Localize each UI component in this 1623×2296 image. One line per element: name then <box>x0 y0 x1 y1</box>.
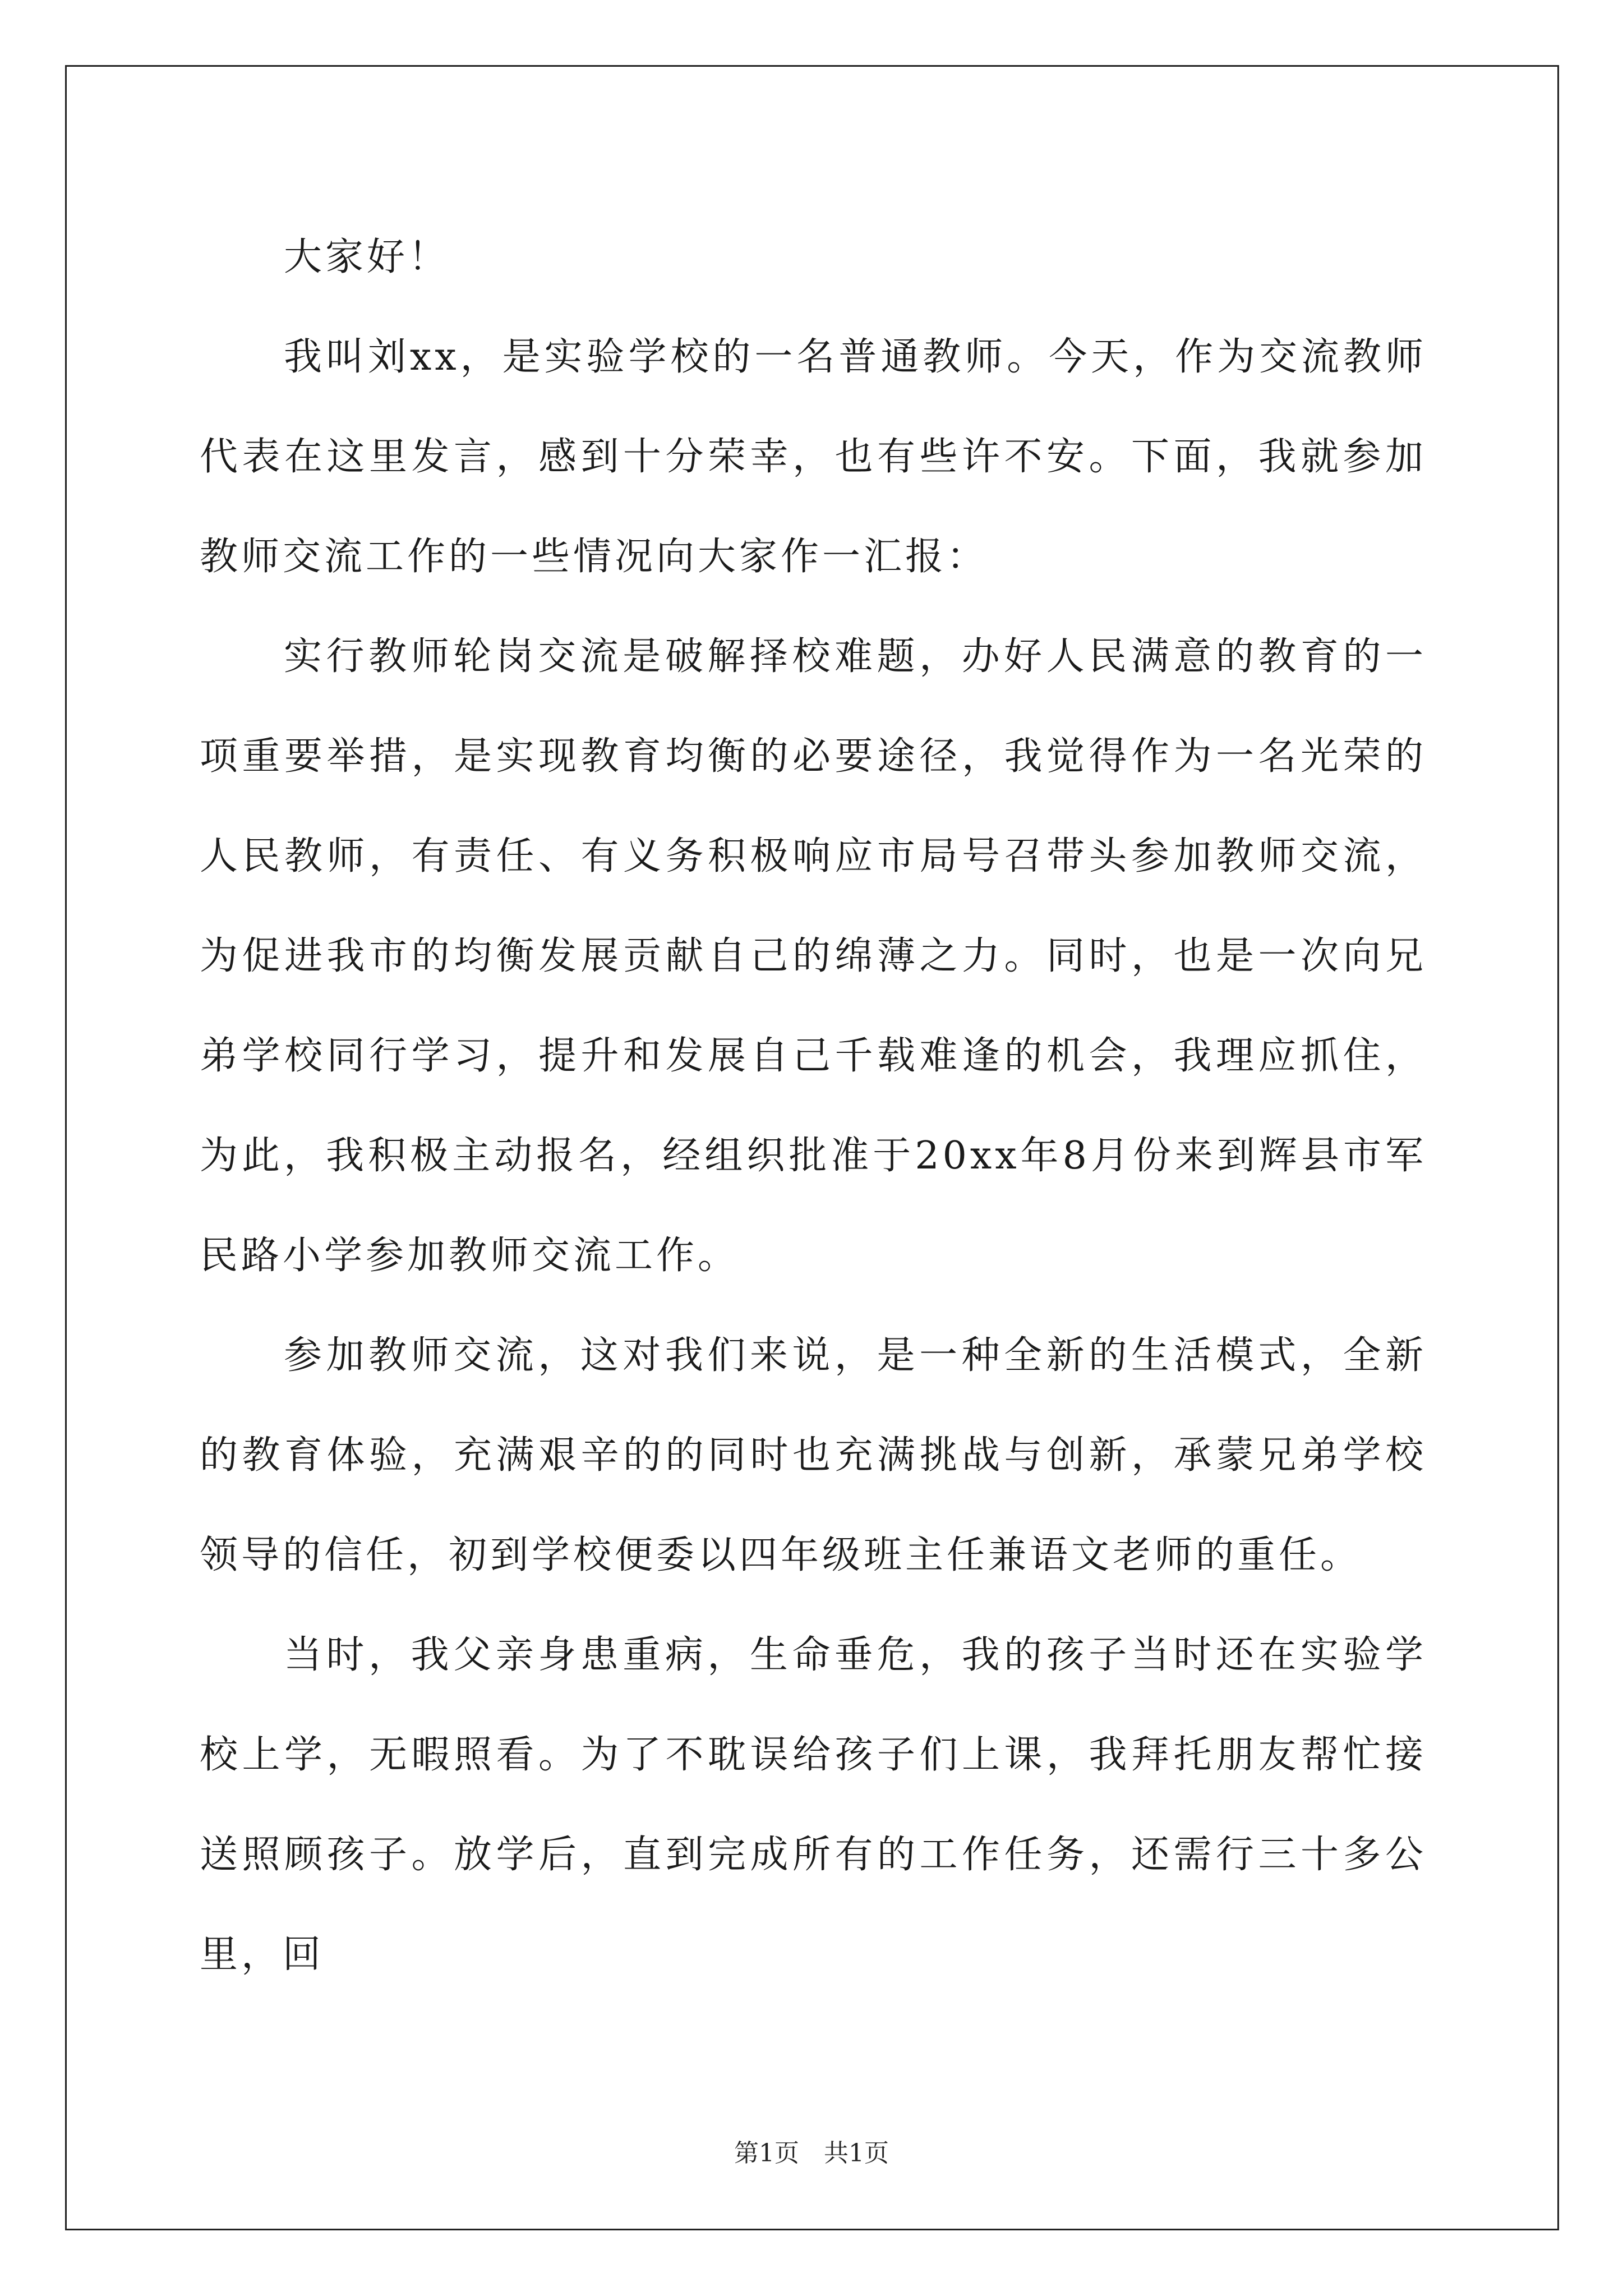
greeting: 大家好！ <box>284 235 450 279</box>
paragraph-1: 我叫刘xx，是实验学校的一名普通教师。今天，作为交流教师代表在这里发言，感到十分荣幸，也有些许不安。下面，我就参加教师交流工作的一些情况向大家作一汇报： <box>200 335 1427 579</box>
paragraph-2: 实行教师轮岗交流是破解择校难题，办好人民满意的教育的一项重要举措，是实现教育均衡的必要途径，我觉得作为一名光荣的人民教师，有责任、有义务积极响应市局号召带头参加教师交流，为促进我市的均衡发展贡献自己的绵薄之力。同时，也是一次向兄弟学校同行学习，提升和发展自己千载难逢的机会，我理应抓住，为此，我积极主动报名，经组织批准于20xx年8月份来到辉县市军民路小学参加教师交流工作。 <box>200 634 1427 1278</box>
paragraph-3: 参加教师交流，这对我们来说，是一种全新的生活模式，全新的教育体验，充满艰辛的的同时也充满挑战与创新，承蒙兄弟学校领导的信任，初到学校便委以四年级班主任兼语文老师的重任。 <box>200 1333 1427 1577</box>
page-number-footer: 第1页 共1页 <box>734 2139 889 2168</box>
document-body <box>200 208 1427 2005</box>
paragraph-4: 当时，我父亲身患重病，生命垂危，我的孩子当时还在实验学校上学，无暇照看。为了不耽误给孩子们上课，我拜托朋友帮忙接送照顾孩子。放学后，直到完成所有的工作任务，还需行三十多公里，回 <box>200 1633 1427 1977</box>
